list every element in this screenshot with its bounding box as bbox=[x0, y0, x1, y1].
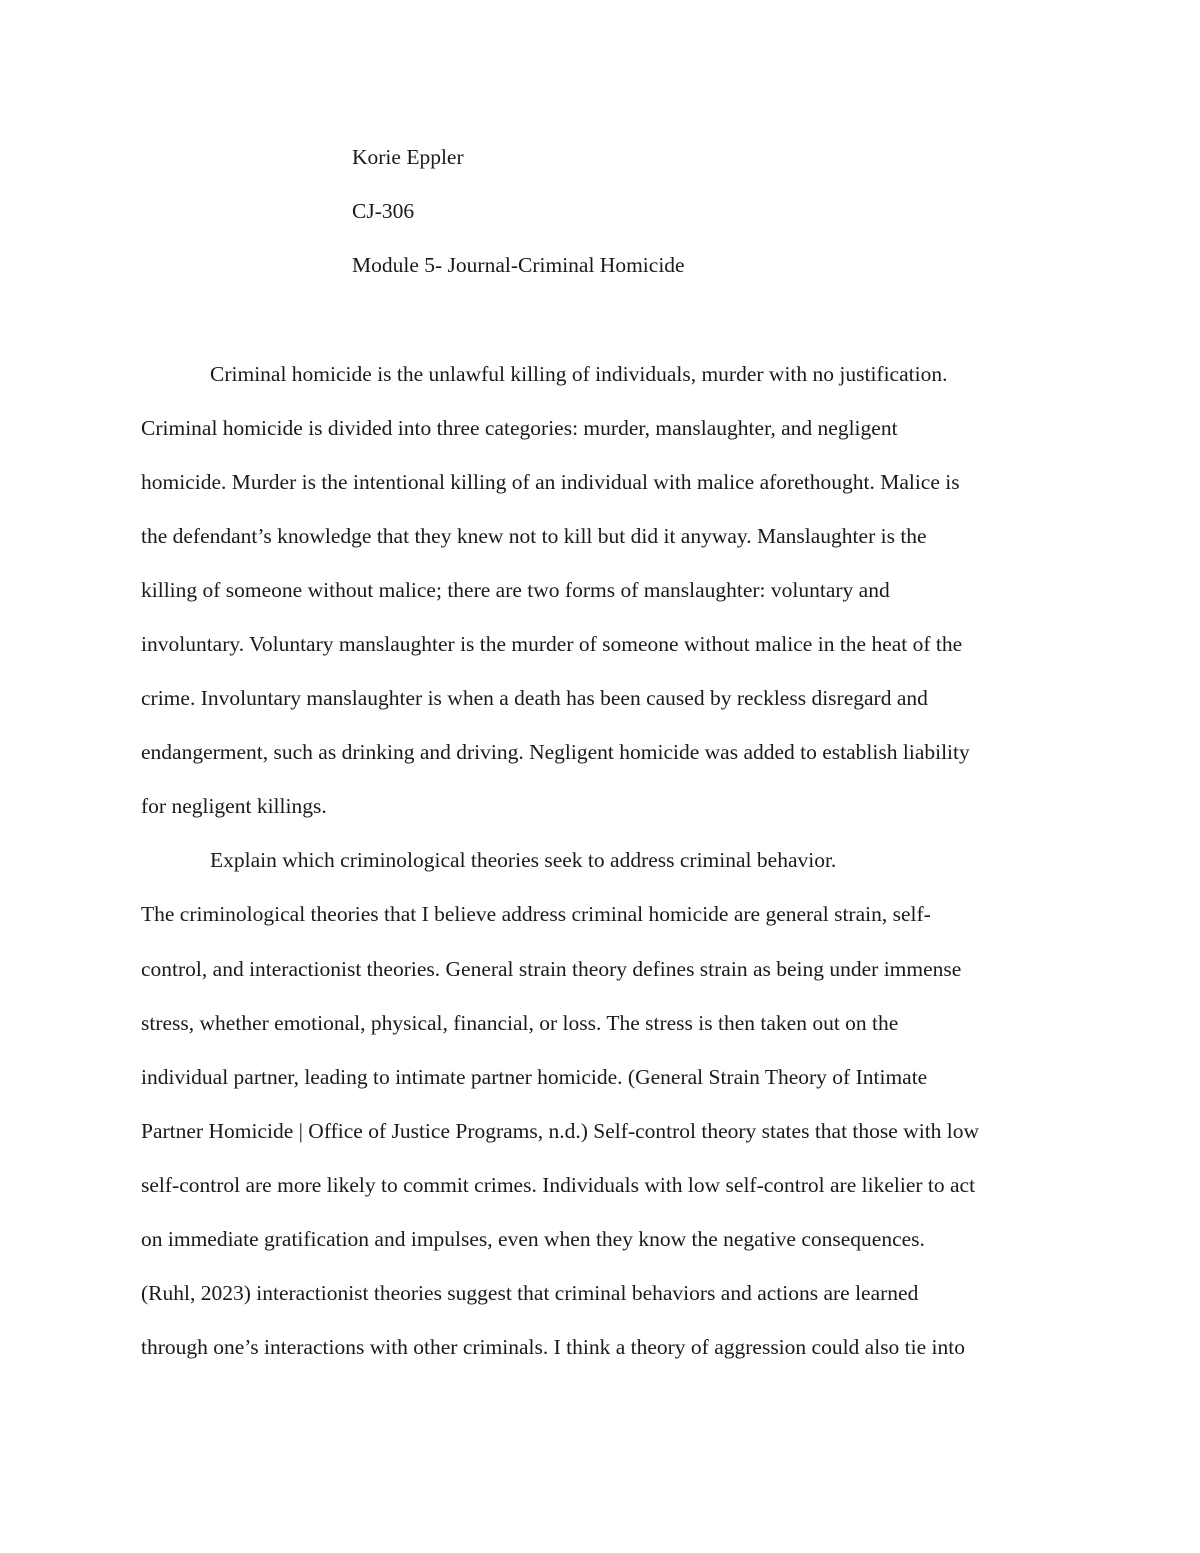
author-name: Korie Eppler bbox=[352, 145, 464, 169]
paragraph-line: for negligent killings. bbox=[141, 794, 327, 818]
paragraph-line: Criminal homicide is divided into three categories: murder, manslaughter, and negligent bbox=[141, 416, 898, 440]
paragraph-line: The criminological theories that I believe address criminal homicide are general strain, self- bbox=[141, 902, 931, 926]
paragraph-line: individual partner, leading to intimate partner homicide. (General Strain Theory of Intimate bbox=[141, 1065, 928, 1089]
assignment-title: Module 5- Journal-Criminal Homicide bbox=[352, 253, 685, 277]
paragraph-line: crime. Involuntary manslaughter is when a death has been caused by reckless disregard and bbox=[141, 686, 928, 710]
paragraph-line: on immediate gratification and impulses, even when they know the negative consequences. bbox=[141, 1227, 925, 1251]
paragraph-line: self-control are more likely to commit crimes. Individuals with low self-control are likelier to act bbox=[141, 1173, 976, 1197]
paragraph-line: control, and interactionist theories. General strain theory defines strain as being under immense bbox=[141, 957, 962, 981]
paragraph-line: (Ruhl, 2023) interactionist theories suggest that criminal behaviors and actions are learned bbox=[141, 1281, 919, 1305]
journal-prompt: Explain which criminological theories seek to address criminal behavior. bbox=[210, 848, 837, 872]
paragraph-line: the defendant’s knowledge that they knew not to kill but did it anyway. Manslaughter is the bbox=[141, 524, 927, 548]
paragraph-line: endangerment, such as drinking and driving. Negligent homicide was added to establish liability bbox=[141, 740, 970, 764]
paragraph-line: through one’s interactions with other criminals. I think a theory of aggression could also tie into bbox=[141, 1335, 965, 1359]
course-code: CJ-306 bbox=[352, 199, 415, 223]
paragraph-line: stress, whether emotional, physical, financial, or loss. The stress is then taken out on the bbox=[141, 1011, 899, 1035]
paragraph-line: involuntary. Voluntary manslaughter is the murder of someone without malice in the heat of the bbox=[141, 632, 963, 656]
paragraph-line: Partner Homicide | Office of Justice Programs, n.d.) Self-control theory states that those with low bbox=[141, 1119, 980, 1143]
paragraph-line: homicide. Murder is the intentional killing of an individual with malice aforethought. Malice is bbox=[141, 470, 960, 494]
paragraph-line: Criminal homicide is the unlawful killing of individuals, murder with no justification. bbox=[210, 362, 948, 386]
paragraph-line: killing of someone without malice; there are two forms of manslaughter: voluntary and bbox=[141, 578, 890, 602]
